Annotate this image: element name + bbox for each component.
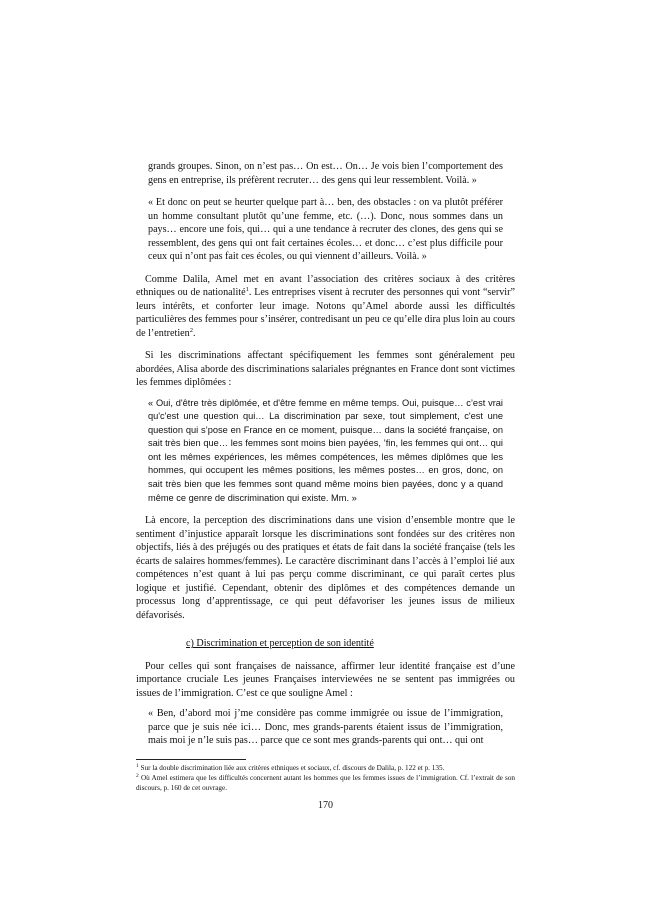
paragraph-dalila-amel (136, 273, 515, 341)
interview-quote-amel-identity: « Ben, d’abord moi j’me considère pas comme immigrée ou issue de l’immigration, parce que je suis née ici… Donc, mes grands-parents étaient issus de l’immigration, mais moi je n’le suis pas… parce que ce sont mes grands-parents qui ont… qui ont (148, 708, 503, 747)
interview-quote-amel-recruitment: « Et donc on peut se heurter quelque part à… ben, des obstacles : on va plutôt préférer un homme consultant plutôt qu’une femme, etc. (…). Donc, nous sommes dans un pays… encore une fois, qui… qui a une tendance à recruter des clones, des gens qui se ressemblent, des gens qui ont fait certaines écoles… et donc… c’est plus difficile pour ceux qui n’ont pas fait ces écoles, ou qui viennent d’ailleurs. Voilà. » (148, 197, 503, 262)
interview-quote-alisa: « Oui, d'être très diplômée, et d'être femme en même temps. Oui, puisque… c’est vrai qu'c'est une question qui… La discrimination par sexe, tout simplement, c'est une question qui s’pose en France en ce moment, puisque… dans la société française, on sait très bien que… les femmes sont moins bien payées, ’fin, les femmes qui ont… qui ont les mêmes expériences, les mêmes compétences, les mêmes diplômes que les hommes, qui occupent les mêmes positions, les mêmes postes… en gros, donc, on sait très bien que les femmes sont quand même moins bien payées, donc y a quand même ce genre de discrimination qui existe. Mm. » (148, 397, 503, 503)
footnote-1 (136, 763, 515, 773)
footnote-text: Sur la double discrimination liée aux critères ethniques et sociaux, cf. discours de Dalila, p. 122 et p. 135. (140, 763, 445, 772)
footnote-separator (136, 759, 246, 760)
page-body (136, 160, 515, 812)
footnote-ref-1: 1 (245, 286, 249, 293)
paragraph-perception: Là encore, la perception des discriminations dans une vision d’ensemble montre que le sentiment d’injustice apparaît lorsque les discriminations sont fondées sur des critères non objectifs, liés à des préjugés ou des pratiques et états de fait dans la société française (tels les écarts de salaires hommes/femmes). Le caractère discriminant dans l’accès à l’emploi lié aux compétences n’est quant à lui pas perçu comme discriminant, ce qui paraît certes plus logique et justifié. Cependant, obtenir des diplômes et des compétences demande un processus long d’apprentissage, ce qui peut défavoriser les jeunes issus de milieux défavorisés. (136, 515, 515, 621)
paragraph-text: Comme Dalila, Amel met en avant l’association des critères sociaux à des critères ethniques ou de nationalité (136, 273, 515, 298)
footnote-text: Où Amel estimera que les difficultés concernent autant les hommes que les femmes issues de l’immigration. Cf. l’extrait de son discours, p. 160 de cet ouvrage. (136, 773, 516, 792)
footnotes (136, 763, 515, 793)
paragraph-text: . Les entreprises visent à recruter des personnes qui vont “servir” leurs intérêts, et conforter leur image. Notons qu’Amel aborde aussi les difficultés particulières des femmes pour s’insérer, contredisant un peu ce qu’elle dira plus loin au cours de l’entretien (136, 287, 515, 339)
interview-quote-continued: grands groupes. Sinon, on n’est pas… On est… On… Je vois bien l’comportement des gens en entreprise, ils préfèrent recruter… des gens qui leur ressemblent. Voilà. » (148, 161, 503, 186)
section-heading: c) Discrimination et perception de son identité (186, 638, 374, 650)
footnote-number: 1 (136, 762, 139, 769)
footnote-number: 2 (136, 772, 139, 779)
page-number: 170 (318, 799, 333, 811)
paragraph-text: . (192, 327, 196, 339)
footnote-ref-2: 2 (189, 326, 193, 334)
footnote-2 (136, 773, 515, 793)
paragraph-identity: Pour celles qui sont françaises de naissance, affirmer leur identité française est d’une importance cruciale Les jeunes Françaises interviewées ne se sentent pas immigrées ou issues de l’immigration. C’est ce que souligne Amel : (136, 660, 515, 699)
paragraph-alisa-intro: Si les discriminations affectant spécifiquement les femmes sont généralement peu abordées, Alisa aborde des discriminations salariales prégnantes en France dont sont victimes les femmes diplômées : (136, 350, 515, 388)
